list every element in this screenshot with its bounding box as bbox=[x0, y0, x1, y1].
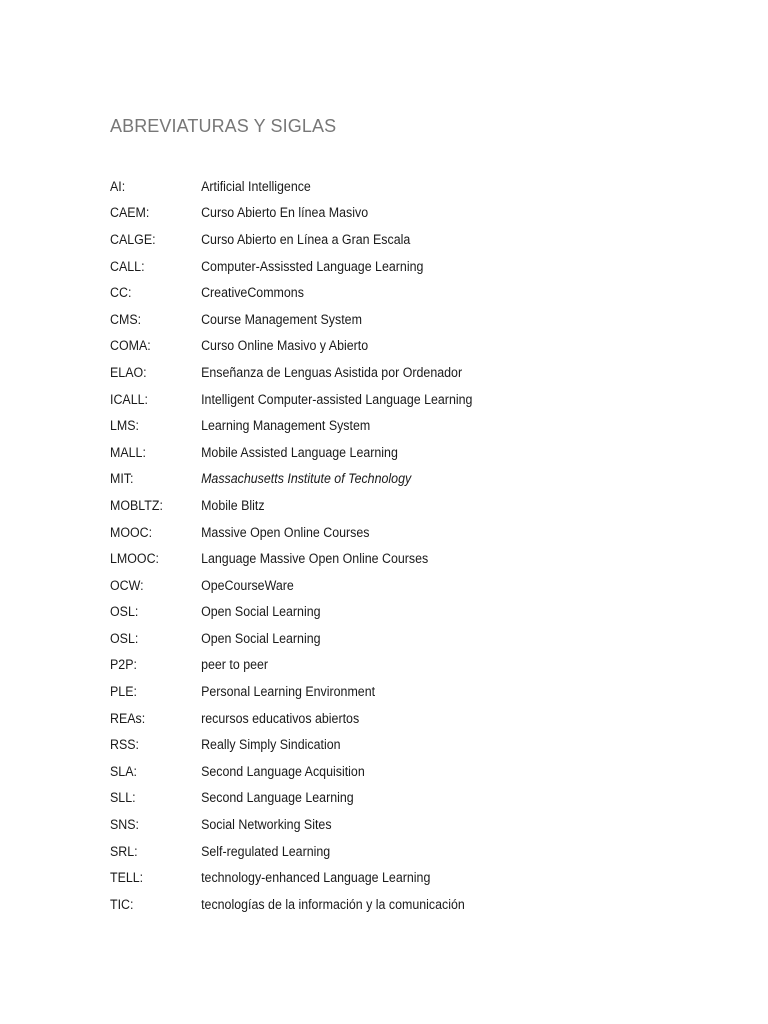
abbreviation-definition: Enseñanza de Lenguas Asistida por Ordenador bbox=[201, 364, 463, 380]
abbreviation-definition: Social Networking Sites bbox=[201, 817, 332, 833]
abbreviation-row bbox=[110, 785, 472, 812]
abbreviation-term: MALL: bbox=[110, 444, 146, 460]
abbreviation-definition: Mobile Blitz bbox=[201, 497, 265, 513]
abbreviation-term: MOBLTZ: bbox=[110, 497, 163, 513]
abbreviation-term: LMS: bbox=[110, 418, 139, 434]
abbreviation-row bbox=[110, 386, 472, 413]
abbreviation-row bbox=[110, 652, 472, 679]
abbreviation-row bbox=[110, 226, 472, 253]
abbreviation-row bbox=[110, 279, 472, 306]
abbreviation-definition: Language Massive Open Online Courses bbox=[201, 551, 429, 567]
abbreviation-row bbox=[110, 625, 472, 652]
abbreviation-term: COMA: bbox=[110, 338, 151, 354]
abbreviation-row bbox=[110, 705, 472, 732]
abbreviation-row bbox=[110, 572, 472, 599]
abbreviation-term: CALGE: bbox=[110, 231, 156, 247]
abbreviation-definition: Massachusetts Institute of Technology bbox=[201, 471, 412, 487]
abbreviation-term: MIT: bbox=[110, 471, 134, 487]
abbreviation-term: ICALL: bbox=[110, 391, 148, 407]
abbreviation-term: CMS: bbox=[110, 311, 142, 327]
abbreviation-definition: CreativeCommons bbox=[201, 285, 304, 301]
abbreviation-term: LMOOC: bbox=[110, 551, 160, 567]
abbreviation-term: CALL: bbox=[110, 258, 145, 274]
abbreviation-term: PLE: bbox=[110, 684, 137, 700]
abbreviation-definition: Curso Abierto en Línea a Gran Escala bbox=[201, 231, 411, 247]
abbreviation-term: AI: bbox=[110, 178, 126, 194]
abbreviation-definition: Second Language Acquisition bbox=[201, 763, 365, 779]
abbreviation-term: SLA: bbox=[110, 763, 137, 779]
abbreviation-definition: Mobile Assisted Language Learning bbox=[201, 444, 398, 460]
abbreviation-row bbox=[110, 519, 472, 546]
abbreviation-definition: Course Management System bbox=[201, 311, 362, 327]
abbreviation-row bbox=[110, 466, 472, 493]
abbreviation-row bbox=[110, 811, 472, 838]
abbreviation-definition: Computer-Assissted Language Learning bbox=[201, 258, 424, 274]
abbreviation-term: CAEM: bbox=[110, 205, 150, 221]
abbreviation-definition: technology-enhanced Language Learning bbox=[201, 870, 431, 886]
page-title: ABREVIATURAS Y SIGLAS bbox=[110, 116, 337, 136]
abbreviation-term: TELL: bbox=[110, 870, 144, 886]
abbreviation-term: RSS: bbox=[110, 737, 139, 753]
abbreviation-definition: Second Language Learning bbox=[201, 790, 354, 806]
abbreviation-definition: Open Social Learning bbox=[201, 604, 321, 620]
abbreviation-term: CC: bbox=[110, 285, 132, 301]
abbreviation-definition: Personal Learning Environment bbox=[201, 684, 376, 700]
abbreviation-term: OSL: bbox=[110, 604, 139, 620]
abbreviation-row bbox=[110, 253, 472, 280]
abbreviation-term: TIC: bbox=[110, 896, 134, 912]
abbreviation-term: SLL: bbox=[110, 790, 136, 806]
abbreviation-term: P2P: bbox=[110, 657, 137, 673]
abbreviation-term: SNS: bbox=[110, 817, 139, 833]
abbreviation-list bbox=[110, 173, 504, 918]
abbreviation-row bbox=[110, 200, 472, 227]
abbreviation-definition: Curso Online Masivo y Abierto bbox=[201, 338, 369, 354]
abbreviation-term: OCW: bbox=[110, 577, 144, 593]
abbreviation-row bbox=[110, 891, 472, 918]
abbreviation-row bbox=[110, 599, 472, 626]
abbreviation-definition: tecnologías de la información y la comunicación bbox=[201, 896, 465, 912]
abbreviation-definition: OpeCourseWare bbox=[201, 577, 294, 593]
abbreviation-row bbox=[110, 864, 472, 891]
abbreviation-row bbox=[110, 492, 472, 519]
abbreviation-row bbox=[110, 412, 472, 439]
abbreviation-row bbox=[110, 359, 472, 386]
abbreviation-term: OSL: bbox=[110, 630, 139, 646]
abbreviation-definition: Open Social Learning bbox=[201, 630, 321, 646]
abbreviation-row bbox=[110, 333, 472, 360]
abbreviation-term: MOOC: bbox=[110, 524, 153, 540]
abbreviation-row bbox=[110, 306, 472, 333]
abbreviation-term: REAs: bbox=[110, 710, 146, 726]
abbreviation-definition: Self-regulated Learning bbox=[201, 843, 331, 859]
abbreviation-row bbox=[110, 173, 472, 200]
abbreviation-row bbox=[110, 439, 472, 466]
abbreviation-row bbox=[110, 838, 472, 865]
abbreviation-definition: Massive Open Online Courses bbox=[201, 524, 370, 540]
abbreviation-definition: Intelligent Computer-assisted Language Learning bbox=[201, 391, 473, 407]
abbreviation-term: SRL: bbox=[110, 843, 138, 859]
abbreviation-definition: recursos educativos abiertos bbox=[201, 710, 360, 726]
abbreviation-definition: Artificial Intelligence bbox=[201, 178, 311, 194]
abbreviation-definition: Learning Management System bbox=[201, 418, 371, 434]
abbreviation-row bbox=[110, 545, 472, 572]
abbreviation-row bbox=[110, 678, 472, 705]
abbreviation-row bbox=[110, 758, 472, 785]
abbreviation-term: ELAO: bbox=[110, 364, 147, 380]
abbreviation-definition: Really Simply Sindication bbox=[201, 737, 341, 753]
abbreviation-definition: peer to peer bbox=[201, 657, 269, 673]
abbreviation-definition: Curso Abierto En línea Masivo bbox=[201, 205, 369, 221]
abbreviation-row bbox=[110, 731, 472, 758]
